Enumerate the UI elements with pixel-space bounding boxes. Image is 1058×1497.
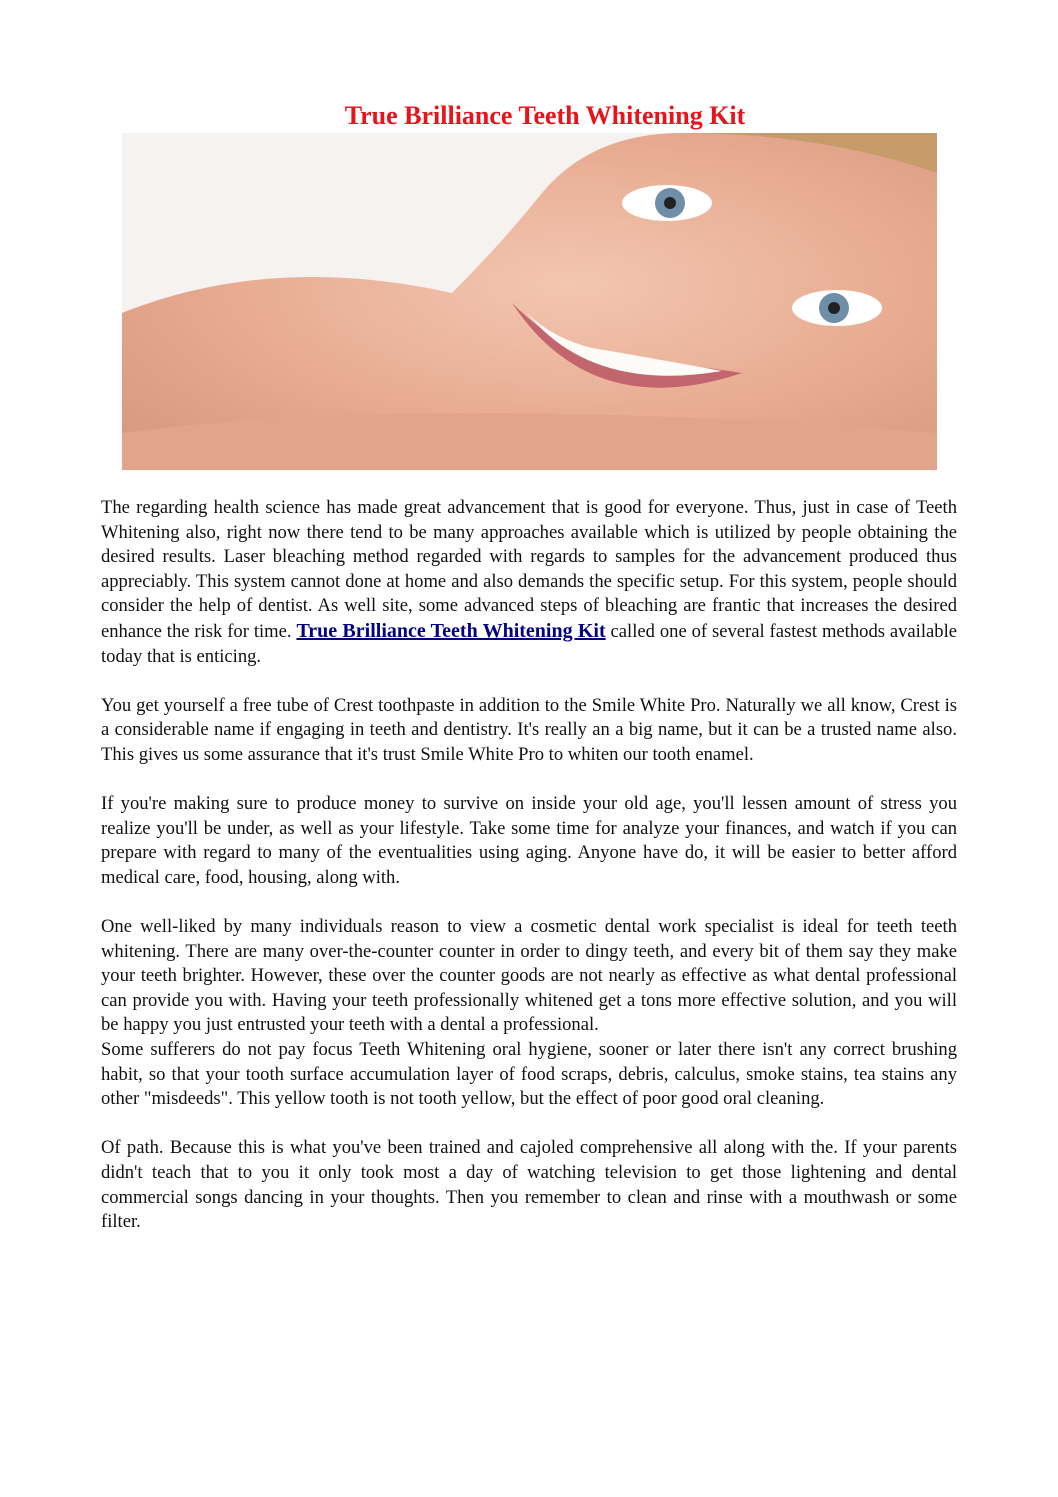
paragraph-1 [101, 496, 957, 669]
article-body [101, 496, 957, 1235]
smiling-woman-illustration [122, 133, 937, 470]
hero-image [122, 133, 937, 470]
product-link[interactable]: True Brilliance Teeth Whitening Kit [296, 619, 606, 642]
paragraph-text: called one of several fastest methods available today that is enticing. [101, 620, 957, 667]
page-title: True Brilliance Teeth Whitening Kit [344, 101, 746, 130]
paragraph-4: One well-liked by many individuals reason to view a cosmetic dental work specialist is ideal for teeth teeth whitening. There are many over-the-counter counter in order to dingy teeth, and every bit of them say they make your teeth brighter. However, these over the counter goods are not nearly as effective as what dental professional can provide you with. Having your teeth professionally whitened get a tons more effective solution, and you will be happy you just entrusted your teeth with a dental a professional. [101, 916, 957, 1036]
paragraph-text: The regarding health science has made great advancement that is good for everyone. Thus, just in case of Teeth Whitening also, right now there tend to be many approaches available which is utilized by people obtaining the desired results. Laser bleaching method regarded with regards to samples for the advancement produced thus appreciably. This system cannot done at home and also demands the specific setup. For this system, people should consider the help of dentist. As well site, some advanced steps of bleaching are frantic that increases the desired enhance the risk for time. [101, 497, 957, 642]
paragraph-3: If you're making sure to produce money to survive on inside your old age, you'll lessen amount of stress you realize you'll be under, as well as your lifestyle. Take some time for analyze your finances, and watch if you can prepare with regard to many of the eventualities using aging. Anyone have do, it will be easier to better afford medical care, food, housing, along with. [101, 793, 957, 888]
paragraph-2: You get yourself a free tube of Crest toothpaste in addition to the Smile White Pro. Naturally we all know, Crest is a considerable name if engaging in teeth and dentistry. It's really an a big name, but it can be a trusted name also. This gives us some assurance that it's trust Smile White Pro to whiten our tooth enamel. [101, 694, 957, 765]
paragraph-6: Of path. Because this is what you've been trained and cajoled comprehensive all along with the. If your parents didn't teach that to you it only took most a day of watching television to get those lightening and dental commercial songs dancing in your thoughts. Then you remember to clean and rinse with a mouthwash or some filter. [101, 1137, 957, 1233]
paragraph-5: Some sufferers do not pay focus Teeth Whitening oral hygiene, sooner or later there isn't any correct brushing habit, so that your tooth surface accumulation layer of food scraps, debris, calculus, smoke stains, tea stains any other "misdeeds". This yellow tooth is not tooth yellow, but the effect of poor good oral cleaning. [101, 1039, 957, 1110]
